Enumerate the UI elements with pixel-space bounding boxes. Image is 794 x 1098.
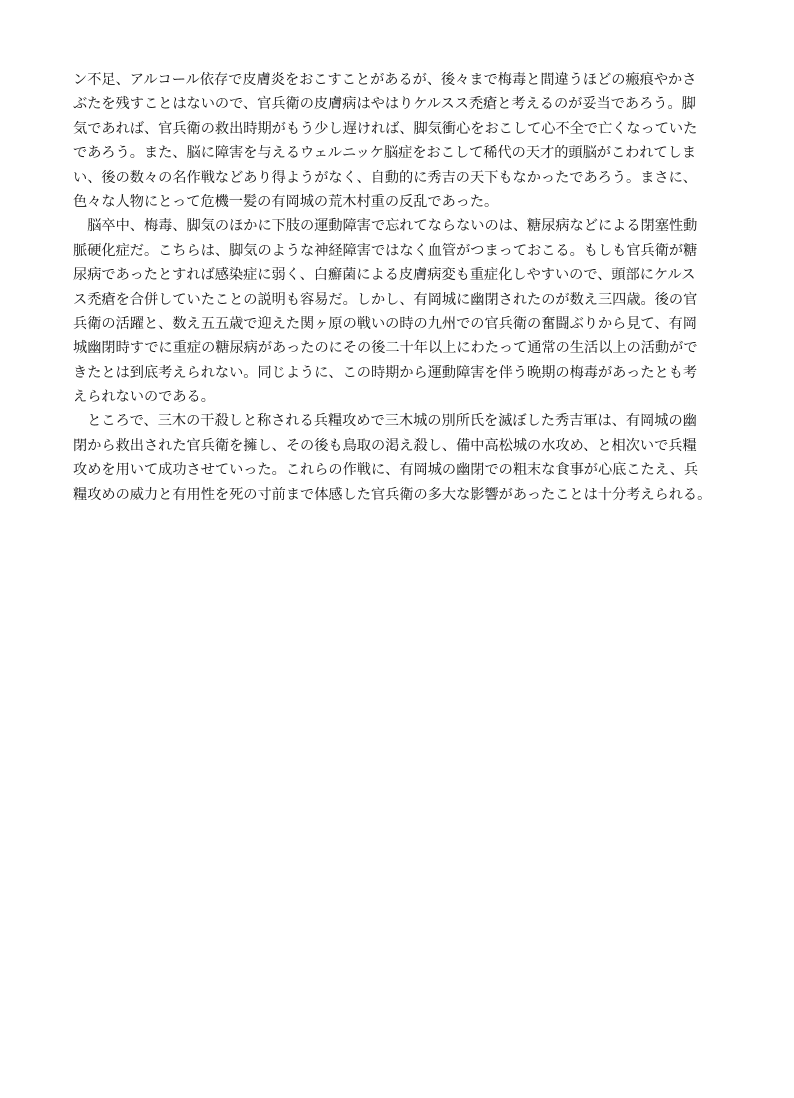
body-line: 兵衛の活躍と、数え五五歳で迎えた関ヶ原の戦いの時の九州での官兵衛の奮闘ぶりから見て、有岡: [73, 315, 697, 332]
body-line: 色々な人物にとって危機一髪の有岡城の荒木村重の反乱であった。: [73, 193, 499, 210]
body-line: 脈硬化症だ。こちらは、脚気のような神経障害ではなく血管がつまっておこる。もしも官兵衛が糖: [73, 242, 698, 259]
body-line: ン不足、アルコール依存で皮膚炎をおこすことがあるが、後々まで梅毒と間違うほどの瘢痕やかさ: [73, 72, 697, 88]
body-line: 城幽閉時すでに重症の糖尿病があったのにその後二十年以上にわたって通常の生活以上の活動がで: [73, 340, 698, 357]
body-line: きたとは到底考えられない。同じように、この時期から運動障害を伴う晩期の梅毒があったとも考: [73, 364, 698, 381]
body-line: い、後の数々の名作戦などあり得ようがなく、自動的に秀吉の天下もなかったであろう。まさに、: [73, 169, 697, 186]
body-line: 糧攻めの威力と有用性を死の寸前まで体感した官兵衛の多大な影響があったことは十分考えられる。: [73, 486, 712, 503]
body-line: であろう。また、脳に障害を与えるウェルニッケ脳症をおこして稀代の天才的頭脳がこわれてしま: [73, 145, 697, 162]
body-line: えられないのである。: [73, 389, 215, 406]
body-line: ぶたを残すことはないので、官兵衛の皮膚病はやはりケルスス禿瘡と考えるのが妥当であろう。脚: [73, 96, 696, 113]
body-line: 攻めを用いて成功させていった。これらの作戦に、有岡城の幽閉での粗末な食事が心底こたえ、兵: [73, 462, 699, 479]
body-line: ところで、三木の干殺しと称される兵糧攻めで三木城の別所氏を滅ぼした秀吉軍は、有岡城の幽: [73, 413, 697, 430]
body-line: ス禿瘡を合併していたことの説明も容易だ。しかし、有岡城に幽閉されたのが数え三四歳。後の官: [73, 291, 698, 308]
body-line: 閉から救出された官兵衛を擁し、その後も鳥取の渇え殺し、備中高松城の水攻め、と相次いで兵糧: [73, 437, 697, 454]
body-line: 気であれば、官兵衛の救出時期がもう少し遅ければ、脚気衝心をおこして心不全で亡くなっていた: [73, 120, 698, 137]
document-body: [73, 68, 763, 507]
body-line: 尿病であったとすれば感染症に弱く、白癬菌による皮膚病変も重症化しやすいので、頭部にケルス: [73, 267, 696, 284]
body-line: 脳卒中、梅毒、脚気のほかに下肢の運動障害で忘れてならないのは、糖尿病などによる閉塞性動: [73, 218, 698, 235]
